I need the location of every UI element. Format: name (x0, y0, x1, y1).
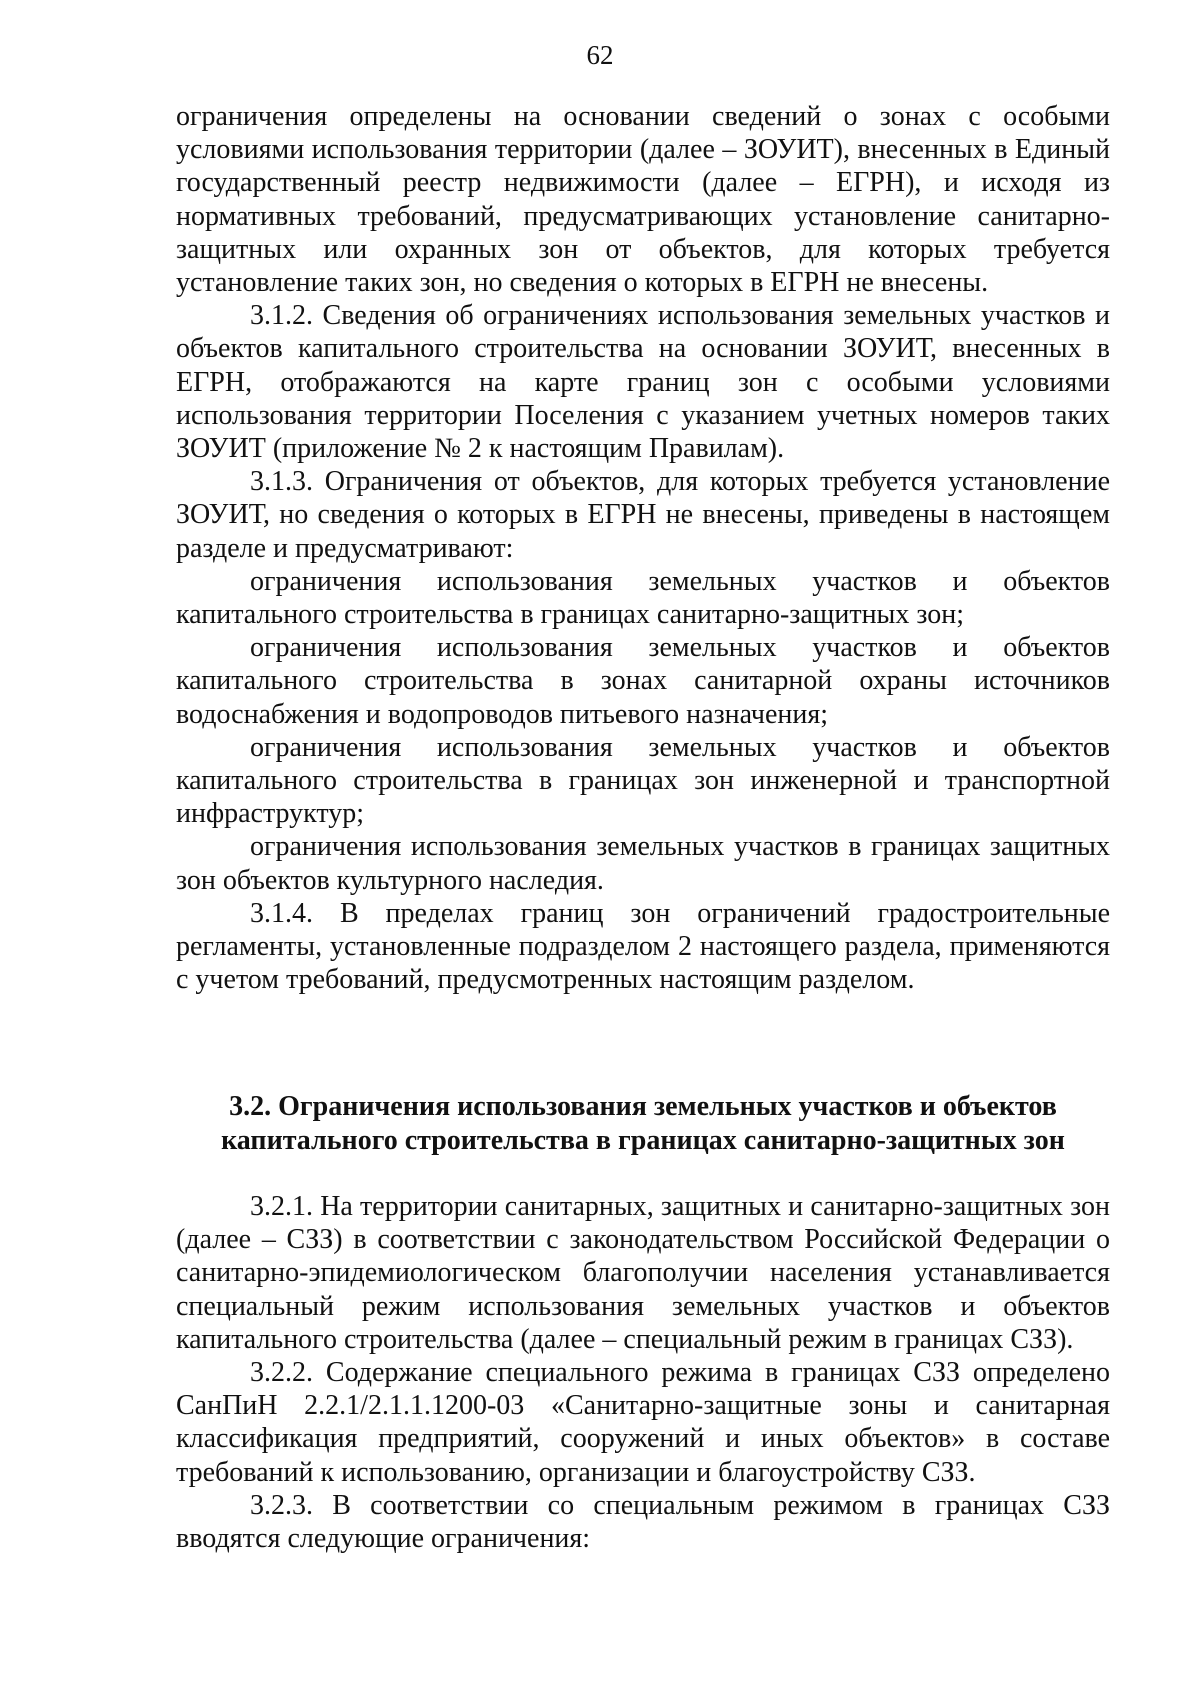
paragraph-continuation: ограничения определены на основании сведений о зонах с особыми условиями использования территории (далее – ЗОУИТ), внесенных в Единый государственный реестр недвижимости (далее – ЕГРН), и исходя из нормативных требований, предусматривающих установление санитарно-защитных или охранных зон от объектов, для которых требуется установление таких зон, но сведения о которых в ЕГРН не внесены. (176, 101, 1110, 299)
section-3-1-text (176, 100, 1110, 996)
page-number: 62 (586, 40, 614, 70)
paragraph-3-2-1: 3.2.1. На территории санитарных, защитных и санитарно-защитных зон (далее – СЗЗ) в соответствии с законодательством Российской Федерации о санитарно-эпидемиологическом благополучии населения устанавливается специальный режим использования земельных участков и объектов капитального строительства (далее – специальный режим в границах СЗЗ). (176, 1191, 1110, 1355)
paragraph-3-2-2: 3.2.2. Содержание специального режима в границах СЗЗ определено СанПиН 2.2.1/2.1.1.1200-03 «Санитарно-защитные зоны и санитарная классификация предприятий, сооружений и иных объектов» в составе требований к использованию, организации и благоустройству СЗЗ. (176, 1357, 1110, 1488)
list-item-infrastructure: ограничения использования земельных участков и объектов капитального строительства в границах зон инженерной и транспортной инфраструктур; (176, 731, 1110, 830)
heading-line-2: капитального строительства в границах санитарно-защитных зон (221, 1125, 1065, 1156)
heading-line-1: 3.2. Ограничения использования земельных участков и объектов (229, 1091, 1057, 1122)
list-item-water-protection: ограничения использования земельных участков и объектов капитального строительства в зонах санитарной охраны источников водоснабжения и водопроводов питьевого назначения; (176, 632, 1110, 730)
section-3-2-heading (176, 1090, 1110, 1158)
list-item-sanitary-zones: ограничения использования земельных участков и объектов капитального строительства в границах санитарно-защитных зон; (176, 565, 1110, 631)
section-3-2-text (176, 1190, 1110, 1555)
paragraph-3-1-3: 3.1.3. Ограничения от объектов, для которых требуется установление ЗОУИТ, но сведения о которых в ЕГРН не внесены, приведены в настоящем разделе и предусматривают: (176, 466, 1110, 564)
paragraph-3-2-3: 3.2.3. В соответствии со специальным режимом в границах СЗЗ вводятся следующие ограничения: (176, 1489, 1110, 1555)
list-item-cultural-heritage: ограничения использования земельных участков в границах защитных зон объектов культурного наследия. (176, 831, 1110, 896)
paragraph-3-1-2: 3.1.2. Сведения об ограничениях использования земельных участков и объектов капитального строительства на основании ЗОУИТ, внесенных в ЕГРН, отображаются на карте границ зон с особыми условиями использования территории Поселения с указанием учетных номеров таких ЗОУИТ (приложение № 2 к настоящим Правилам). (176, 300, 1110, 465)
paragraph-3-1-4: 3.1.4. В пределах границ зон ограничений градостроительные регламенты, установленные подразделом 2 настоящего раздела, применяются с учетом требований, предусмотренных настоящим разделом. (176, 897, 1110, 996)
